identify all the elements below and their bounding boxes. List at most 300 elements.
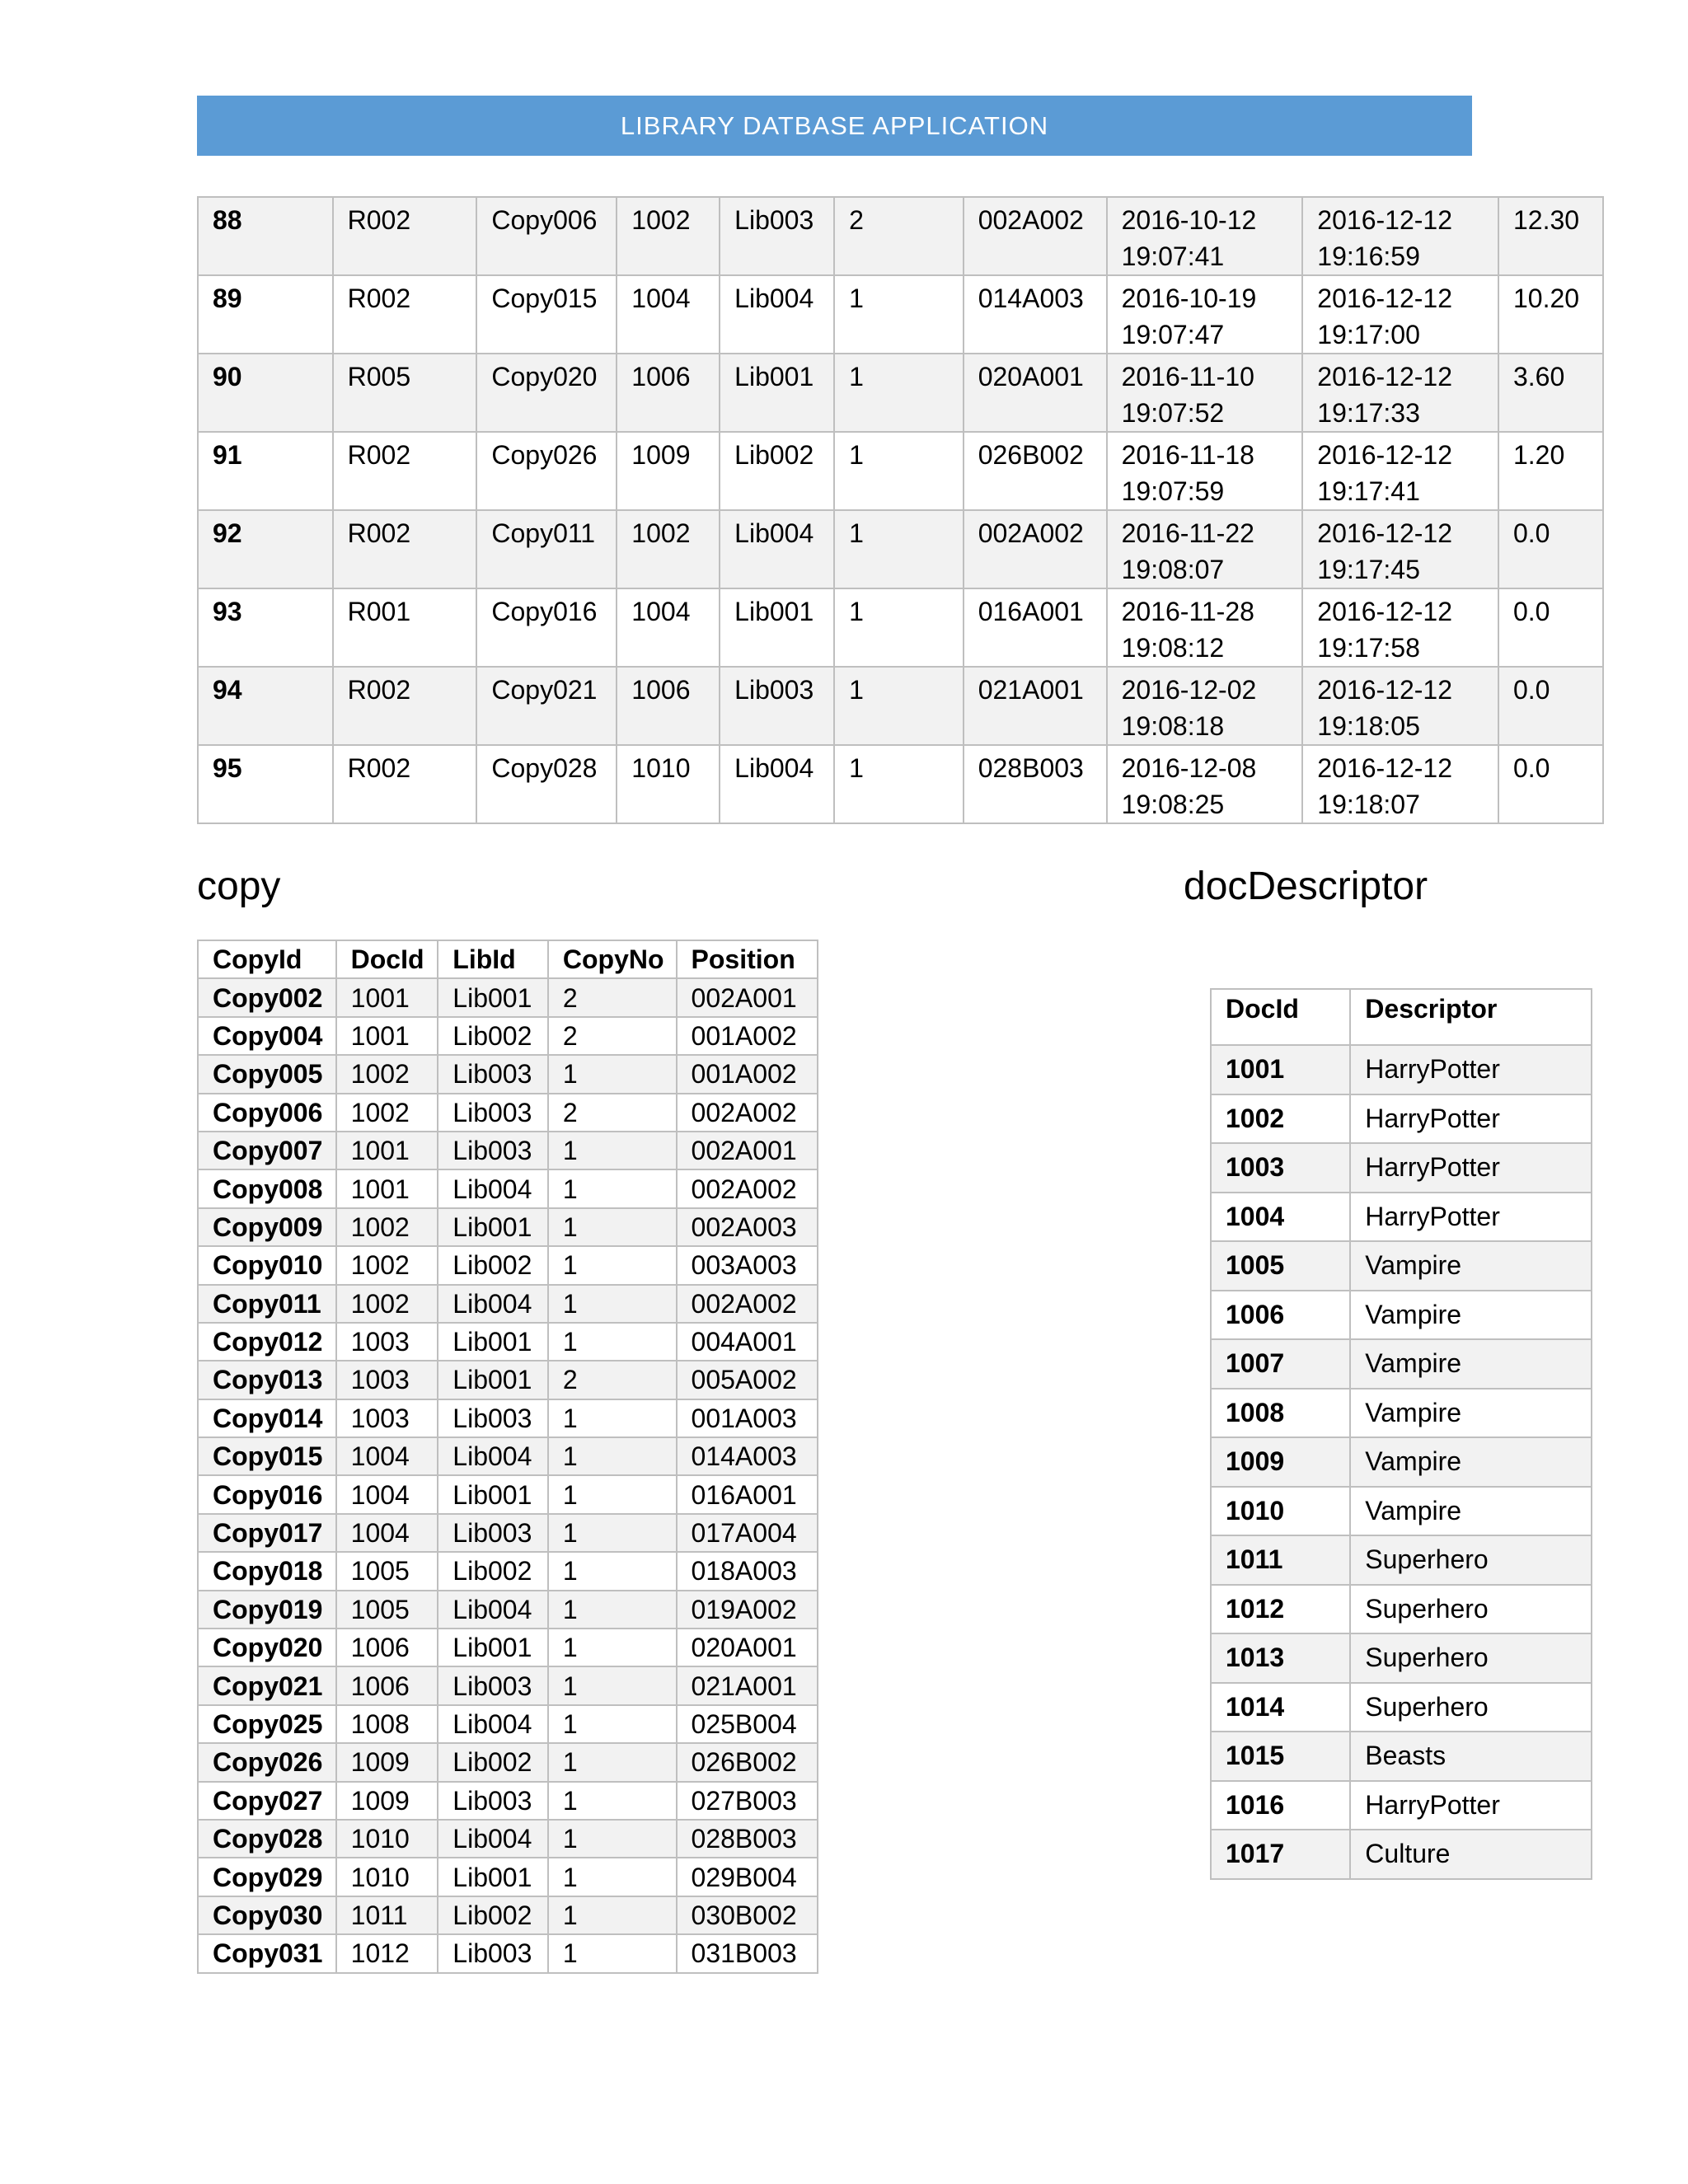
doc-descriptor-row xyxy=(1211,1045,1592,1094)
doc-descriptor-cell: Beasts xyxy=(1350,1732,1592,1781)
borrow-cell: 0.0 xyxy=(1498,588,1603,667)
copy-cell: Copy006 xyxy=(198,1094,336,1132)
copy-cell: 002A003 xyxy=(677,1208,818,1246)
copy-cell: 1011 xyxy=(336,1896,438,1934)
copy-cell: Lib003 xyxy=(438,1399,548,1437)
doc-descriptor-cell: Superhero xyxy=(1350,1683,1592,1732)
borrow-table-body xyxy=(198,197,1603,823)
doc-descriptor-cell: HarryPotter xyxy=(1350,1094,1592,1144)
borrow-cell: 94 xyxy=(198,667,333,745)
doc-descriptor-cell: 1002 xyxy=(1211,1094,1350,1144)
copy-cell: 001A002 xyxy=(677,1017,818,1055)
borrow-cell: R002 xyxy=(333,275,477,354)
copy-row xyxy=(198,1705,818,1743)
copy-cell: 1 xyxy=(548,1896,677,1934)
borrow-cell: 10.20 xyxy=(1498,275,1603,354)
copy-cell: Copy004 xyxy=(198,1017,336,1055)
borrow-cell: 016A001 xyxy=(964,588,1107,667)
copy-cell: 1002 xyxy=(336,1094,438,1132)
copy-cell: 019A002 xyxy=(677,1591,818,1629)
borrow-cell: 1010 xyxy=(617,745,720,823)
copy-cell: Copy008 xyxy=(198,1169,336,1207)
copy-cell: 1 xyxy=(548,1782,677,1820)
borrow-cell: Copy026 xyxy=(476,432,617,510)
borrow-cell: 95 xyxy=(198,745,333,823)
doc-descriptor-cell: 1006 xyxy=(1211,1291,1350,1340)
copy-row xyxy=(198,1055,818,1093)
copy-cell: 1004 xyxy=(336,1514,438,1552)
doc-descriptor-cell: HarryPotter xyxy=(1350,1045,1592,1094)
borrow-cell: R002 xyxy=(333,510,477,588)
borrow-cell: 2016-12-12 19:18:05 xyxy=(1302,667,1498,745)
doc-descriptor-cell: Vampire xyxy=(1350,1241,1592,1291)
copy-section-title: copy xyxy=(197,865,281,908)
borrow-cell: Copy016 xyxy=(476,588,617,667)
copy-cell: 1 xyxy=(548,1055,677,1093)
copy-row xyxy=(198,1208,818,1246)
copy-cell: 1 xyxy=(548,1820,677,1858)
doc-descriptor-cell: 1008 xyxy=(1211,1389,1350,1438)
borrow-cell: 2016-11-22 19:08:07 xyxy=(1107,510,1303,588)
copy-cell: Copy027 xyxy=(198,1782,336,1820)
doc-descriptor-row xyxy=(1211,1732,1592,1781)
borrow-cell: Lib003 xyxy=(720,667,834,745)
copy-cell: 1006 xyxy=(336,1666,438,1704)
copy-cell: Lib003 xyxy=(438,1094,548,1132)
copy-cell: 2 xyxy=(548,1017,677,1055)
copy-row xyxy=(198,1437,818,1475)
copy-cell: 002A002 xyxy=(677,1094,818,1132)
copy-cell: 1002 xyxy=(336,1208,438,1246)
copy-row xyxy=(198,1399,818,1437)
copy-cell: Lib003 xyxy=(438,1514,548,1552)
borrow-row xyxy=(198,510,1603,588)
doc-descriptor-section-title: docDescriptor xyxy=(1184,865,1428,908)
borrow-cell: 2016-12-12 19:17:45 xyxy=(1302,510,1498,588)
copy-row xyxy=(198,1782,818,1820)
doc-descriptor-cell: 1015 xyxy=(1211,1732,1350,1781)
borrow-table xyxy=(197,196,1604,824)
copy-cell: Lib001 xyxy=(438,1208,548,1246)
borrow-row xyxy=(198,667,1603,745)
doc-descriptor-cell: 1005 xyxy=(1211,1241,1350,1291)
copy-cell: Lib003 xyxy=(438,1132,548,1169)
copy-row xyxy=(198,1629,818,1666)
copy-cell: Lib001 xyxy=(438,1629,548,1666)
doc-descriptor-row xyxy=(1211,1437,1592,1487)
copy-cell: 1 xyxy=(548,1743,677,1781)
copy-cell: 1 xyxy=(548,1169,677,1207)
doc-descriptor-row xyxy=(1211,1585,1592,1634)
borrow-row xyxy=(198,432,1603,510)
borrow-cell: Lib004 xyxy=(720,275,834,354)
borrow-cell: Lib001 xyxy=(720,588,834,667)
borrow-cell: 026B002 xyxy=(964,432,1107,510)
copy-cell: 1 xyxy=(548,1208,677,1246)
borrow-row xyxy=(198,588,1603,667)
copy-table-body xyxy=(198,978,818,1972)
copy-cell: Copy002 xyxy=(198,978,336,1016)
copy-cell: 1006 xyxy=(336,1629,438,1666)
borrow-cell: 90 xyxy=(198,354,333,432)
copy-cell: 1002 xyxy=(336,1246,438,1284)
copy-cell: Copy013 xyxy=(198,1361,336,1399)
copy-cell: 1 xyxy=(548,1514,677,1552)
doc-descriptor-row xyxy=(1211,1094,1592,1144)
copy-cell: 027B003 xyxy=(677,1782,818,1820)
copy-cell: Copy009 xyxy=(198,1208,336,1246)
borrow-row xyxy=(198,197,1603,275)
copy-row xyxy=(198,1666,818,1704)
borrow-row xyxy=(198,354,1603,432)
borrow-cell: 2 xyxy=(834,197,964,275)
copy-cell: 1003 xyxy=(336,1361,438,1399)
borrow-cell: 2016-11-10 19:07:52 xyxy=(1107,354,1303,432)
copy-cell: Lib004 xyxy=(438,1437,548,1475)
borrow-cell: 1 xyxy=(834,667,964,745)
copy-cell: Copy014 xyxy=(198,1399,336,1437)
copy-cell: 1 xyxy=(548,1552,677,1590)
borrow-row xyxy=(198,275,1603,354)
copy-cell: Copy031 xyxy=(198,1934,336,1972)
copy-cell: Lib001 xyxy=(438,978,548,1016)
borrow-cell: 1002 xyxy=(617,510,720,588)
copy-cell: Lib003 xyxy=(438,1782,548,1820)
copy-cell: 1002 xyxy=(336,1285,438,1323)
doc-descriptor-cell: 1003 xyxy=(1211,1143,1350,1193)
copy-cell: 029B004 xyxy=(677,1858,818,1896)
copy-cell: Lib001 xyxy=(438,1858,548,1896)
copy-row xyxy=(198,1017,818,1055)
doc-descriptor-row xyxy=(1211,1487,1592,1536)
copy-cell: 1 xyxy=(548,1246,677,1284)
borrow-cell: Lib004 xyxy=(720,510,834,588)
borrow-cell: 1004 xyxy=(617,588,720,667)
borrow-cell: 12.30 xyxy=(1498,197,1603,275)
borrow-cell: 2016-11-28 19:08:12 xyxy=(1107,588,1303,667)
copy-row xyxy=(198,1132,818,1169)
doc-descriptor-row xyxy=(1211,1339,1592,1389)
copy-cell: 1009 xyxy=(336,1743,438,1781)
copy-table xyxy=(197,940,818,1974)
doc-descriptor-row xyxy=(1211,1781,1592,1830)
copy-cell: Copy005 xyxy=(198,1055,336,1093)
copy-cell: Lib004 xyxy=(438,1705,548,1743)
borrow-cell: 1004 xyxy=(617,275,720,354)
doc-descriptor-cell: 1016 xyxy=(1211,1781,1350,1830)
copy-cell: 031B003 xyxy=(677,1934,818,1972)
borrow-cell: R001 xyxy=(333,588,477,667)
borrow-cell: 2016-12-12 19:18:07 xyxy=(1302,745,1498,823)
copy-column-header: CopyId xyxy=(198,940,336,978)
borrow-cell: 1009 xyxy=(617,432,720,510)
copy-cell: 1005 xyxy=(336,1552,438,1590)
copy-cell: Copy020 xyxy=(198,1629,336,1666)
copy-cell: 002A001 xyxy=(677,1132,818,1169)
copy-row xyxy=(198,1820,818,1858)
copy-cell: 003A003 xyxy=(677,1246,818,1284)
borrow-cell: 0.0 xyxy=(1498,667,1603,745)
borrow-cell: 0.0 xyxy=(1498,510,1603,588)
copy-cell: 1003 xyxy=(336,1323,438,1361)
borrow-cell: 1 xyxy=(834,275,964,354)
doc-descriptor-cell: 1013 xyxy=(1211,1633,1350,1683)
copy-cell: 002A001 xyxy=(677,978,818,1016)
doc-descriptor-row xyxy=(1211,1143,1592,1193)
doc-descriptor-header-row xyxy=(1211,989,1592,1045)
borrow-cell: 1006 xyxy=(617,354,720,432)
copy-cell: 1001 xyxy=(336,1017,438,1055)
copy-cell: 1 xyxy=(548,1437,677,1475)
copy-cell: 1012 xyxy=(336,1934,438,1972)
copy-cell: Copy029 xyxy=(198,1858,336,1896)
copy-cell: 1 xyxy=(548,1285,677,1323)
copy-cell: 1 xyxy=(548,1591,677,1629)
borrow-cell: 002A002 xyxy=(964,510,1107,588)
borrow-cell: 2016-12-12 19:16:59 xyxy=(1302,197,1498,275)
borrow-cell: 028B003 xyxy=(964,745,1107,823)
copy-cell: 1003 xyxy=(336,1399,438,1437)
copy-cell: Lib001 xyxy=(438,1323,548,1361)
borrow-cell: Lib004 xyxy=(720,745,834,823)
copy-cell: 2 xyxy=(548,978,677,1016)
borrow-cell: 1 xyxy=(834,510,964,588)
copy-cell: 1001 xyxy=(336,1132,438,1169)
doc-descriptor-cell: Vampire xyxy=(1350,1437,1592,1487)
copy-cell: 1010 xyxy=(336,1858,438,1896)
borrow-cell: 1002 xyxy=(617,197,720,275)
borrow-cell: 2016-12-08 19:08:25 xyxy=(1107,745,1303,823)
borrow-cell: 2016-10-12 19:07:41 xyxy=(1107,197,1303,275)
copy-row xyxy=(198,1285,818,1323)
borrow-cell: 014A003 xyxy=(964,275,1107,354)
copy-cell: Copy011 xyxy=(198,1285,336,1323)
doc-descriptor-row xyxy=(1211,1633,1592,1683)
copy-row xyxy=(198,1246,818,1284)
copy-cell: 001A002 xyxy=(677,1055,818,1093)
copy-cell: 1 xyxy=(548,1132,677,1169)
doc-descriptor-row xyxy=(1211,1291,1592,1340)
borrow-cell: R002 xyxy=(333,432,477,510)
copy-cell: Lib004 xyxy=(438,1169,548,1207)
borrow-cell: 2016-11-18 19:07:59 xyxy=(1107,432,1303,510)
doc-descriptor-cell: 1017 xyxy=(1211,1830,1350,1879)
borrow-cell: 2016-12-02 19:08:18 xyxy=(1107,667,1303,745)
copy-cell: Copy019 xyxy=(198,1591,336,1629)
copy-cell: Lib002 xyxy=(438,1552,548,1590)
copy-cell: 002A002 xyxy=(677,1169,818,1207)
copy-cell: Copy010 xyxy=(198,1246,336,1284)
doc-descriptor-table-body xyxy=(1211,1045,1592,1879)
copy-cell: 004A001 xyxy=(677,1323,818,1361)
borrow-cell: 91 xyxy=(198,432,333,510)
borrow-cell: 1006 xyxy=(617,667,720,745)
borrow-cell: 93 xyxy=(198,588,333,667)
copy-cell: Copy028 xyxy=(198,1820,336,1858)
copy-cell: 1005 xyxy=(336,1591,438,1629)
copy-cell: Copy012 xyxy=(198,1323,336,1361)
copy-cell: 018A003 xyxy=(677,1552,818,1590)
copy-row xyxy=(198,1552,818,1590)
borrow-cell: Copy020 xyxy=(476,354,617,432)
borrow-cell: 2016-12-12 19:17:41 xyxy=(1302,432,1498,510)
borrow-row xyxy=(198,745,1603,823)
doc-descriptor-cell: 1004 xyxy=(1211,1193,1350,1242)
copy-row xyxy=(198,1858,818,1896)
borrow-cell: 2016-12-12 19:17:00 xyxy=(1302,275,1498,354)
doc-descriptor-cell: HarryPotter xyxy=(1350,1193,1592,1242)
copy-cell: 1002 xyxy=(336,1055,438,1093)
copy-table-header-row xyxy=(198,940,818,978)
borrow-cell: 89 xyxy=(198,275,333,354)
page-title-banner: LIBRARY DATBASE APPLICATION xyxy=(197,96,1472,156)
borrow-cell: 002A002 xyxy=(964,197,1107,275)
borrow-cell: 88 xyxy=(198,197,333,275)
copy-cell: Lib004 xyxy=(438,1285,548,1323)
doc-descriptor-row xyxy=(1211,1389,1592,1438)
borrow-cell: 1 xyxy=(834,354,964,432)
copy-cell: 005A002 xyxy=(677,1361,818,1399)
copy-cell: 1 xyxy=(548,1666,677,1704)
copy-cell: 021A001 xyxy=(677,1666,818,1704)
borrow-cell: Lib002 xyxy=(720,432,834,510)
copy-row xyxy=(198,1591,818,1629)
copy-cell: 1 xyxy=(548,1323,677,1361)
copy-cell: 1001 xyxy=(336,978,438,1016)
copy-cell: 017A004 xyxy=(677,1514,818,1552)
doc-descriptor-cell: HarryPotter xyxy=(1350,1781,1592,1830)
doc-descriptor-cell: 1012 xyxy=(1211,1585,1350,1634)
doc-descriptor-column-header: DocId xyxy=(1211,989,1350,1045)
borrow-cell: R002 xyxy=(333,197,477,275)
copy-cell: Copy018 xyxy=(198,1552,336,1590)
doc-descriptor-cell: Vampire xyxy=(1350,1291,1592,1340)
copy-row xyxy=(198,1475,818,1513)
borrow-cell: 2016-10-19 19:07:47 xyxy=(1107,275,1303,354)
borrow-cell: Lib001 xyxy=(720,354,834,432)
copy-cell: 1009 xyxy=(336,1782,438,1820)
borrow-cell: 3.60 xyxy=(1498,354,1603,432)
copy-cell: 014A003 xyxy=(677,1437,818,1475)
copy-row xyxy=(198,978,818,1016)
doc-descriptor-cell: 1011 xyxy=(1211,1535,1350,1585)
borrow-cell: Copy028 xyxy=(476,745,617,823)
copy-cell: Copy026 xyxy=(198,1743,336,1781)
copy-cell: 028B003 xyxy=(677,1820,818,1858)
copy-cell: 1 xyxy=(548,1858,677,1896)
copy-row xyxy=(198,1323,818,1361)
copy-cell: 1 xyxy=(548,1629,677,1666)
doc-descriptor-row xyxy=(1211,1193,1592,1242)
copy-column-header: CopyNo xyxy=(548,940,677,978)
doc-descriptor-cell: 1009 xyxy=(1211,1437,1350,1487)
copy-cell: 1010 xyxy=(336,1820,438,1858)
borrow-cell: 1 xyxy=(834,588,964,667)
borrow-cell: Copy006 xyxy=(476,197,617,275)
copy-row xyxy=(198,1094,818,1132)
copy-cell: Copy015 xyxy=(198,1437,336,1475)
copy-row xyxy=(198,1361,818,1399)
doc-descriptor-cell: Vampire xyxy=(1350,1339,1592,1389)
copy-cell: 2 xyxy=(548,1094,677,1132)
copy-cell: Copy007 xyxy=(198,1132,336,1169)
borrow-cell: R002 xyxy=(333,745,477,823)
doc-descriptor-row xyxy=(1211,1683,1592,1732)
copy-cell: Lib004 xyxy=(438,1591,548,1629)
copy-cell: Copy021 xyxy=(198,1666,336,1704)
doc-descriptor-cell: 1007 xyxy=(1211,1339,1350,1389)
copy-column-header: DocId xyxy=(336,940,438,978)
doc-descriptor-cell: Vampire xyxy=(1350,1389,1592,1438)
doc-descriptor-cell: 1001 xyxy=(1211,1045,1350,1094)
borrow-cell: 92 xyxy=(198,510,333,588)
copy-cell: 025B004 xyxy=(677,1705,818,1743)
doc-descriptor-row xyxy=(1211,1535,1592,1585)
borrow-cell: 021A001 xyxy=(964,667,1107,745)
copy-cell: Copy017 xyxy=(198,1514,336,1552)
copy-cell: 1001 xyxy=(336,1169,438,1207)
doc-descriptor-cell: Culture xyxy=(1350,1830,1592,1879)
copy-cell: Lib003 xyxy=(438,1934,548,1972)
copy-row xyxy=(198,1743,818,1781)
copy-cell: 1008 xyxy=(336,1705,438,1743)
doc-descriptor-cell: 1014 xyxy=(1211,1683,1350,1732)
copy-cell: Lib001 xyxy=(438,1475,548,1513)
borrow-cell: 0.0 xyxy=(1498,745,1603,823)
doc-descriptor-cell: HarryPotter xyxy=(1350,1143,1592,1193)
borrow-cell: Copy015 xyxy=(476,275,617,354)
copy-cell: 1 xyxy=(548,1399,677,1437)
copy-cell: 030B002 xyxy=(677,1896,818,1934)
copy-cell: Lib002 xyxy=(438,1017,548,1055)
copy-row xyxy=(198,1934,818,1972)
borrow-cell: Copy021 xyxy=(476,667,617,745)
borrow-cell: Copy011 xyxy=(476,510,617,588)
copy-cell: Lib001 xyxy=(438,1361,548,1399)
copy-cell: Lib002 xyxy=(438,1246,548,1284)
copy-cell: Lib002 xyxy=(438,1743,548,1781)
doc-descriptor-cell: Superhero xyxy=(1350,1633,1592,1683)
copy-cell: Copy016 xyxy=(198,1475,336,1513)
borrow-cell: R002 xyxy=(333,667,477,745)
copy-cell: 002A002 xyxy=(677,1285,818,1323)
doc-descriptor-cell: 1010 xyxy=(1211,1487,1350,1536)
doc-descriptor-cell: Superhero xyxy=(1350,1585,1592,1634)
copy-cell: Copy025 xyxy=(198,1705,336,1743)
copy-cell: 1004 xyxy=(336,1475,438,1513)
doc-descriptor-table xyxy=(1210,988,1592,1880)
borrow-cell: 2016-12-12 19:17:58 xyxy=(1302,588,1498,667)
doc-descriptor-cell: Superhero xyxy=(1350,1535,1592,1585)
copy-cell: Copy030 xyxy=(198,1896,336,1934)
borrow-cell: 1 xyxy=(834,745,964,823)
borrow-cell: 020A001 xyxy=(964,354,1107,432)
doc-descriptor-row xyxy=(1211,1241,1592,1291)
copy-cell: 001A003 xyxy=(677,1399,818,1437)
borrow-cell: 1 xyxy=(834,432,964,510)
borrow-cell: 2016-12-12 19:17:33 xyxy=(1302,354,1498,432)
doc-descriptor-row xyxy=(1211,1830,1592,1879)
copy-cell: 2 xyxy=(548,1361,677,1399)
borrow-cell: Lib003 xyxy=(720,197,834,275)
copy-row xyxy=(198,1169,818,1207)
copy-column-header: Position xyxy=(677,940,818,978)
copy-cell: 026B002 xyxy=(677,1743,818,1781)
copy-cell: 020A001 xyxy=(677,1629,818,1666)
borrow-cell: 1.20 xyxy=(1498,432,1603,510)
copy-row xyxy=(198,1896,818,1934)
copy-cell: Lib004 xyxy=(438,1820,548,1858)
